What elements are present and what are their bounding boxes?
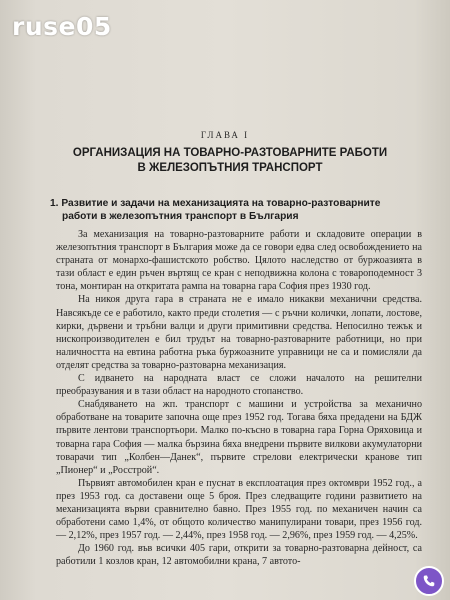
chapter-title-line-2: В ЖЕЛЕЗОПЪТНИЯ ТРАНСПОРТ <box>137 162 323 174</box>
paragraph: За механизация на товарно-разтоварните работи и складовите операции в железопътния транспорт в България може да се говори едва след освобождението на страната от монархо-фашистското робство. Цялото наследство от буржоазията в тази област е един ръчен въртящ се кран с неподвижна колона с товароподемност 3 тона, монтиран на откритата рампа на товарна гара София през 1930 год. <box>56 229 422 293</box>
paragraph: С идването на народната власт се сложи началото на решителни преобразувания и в тази област на народното стопанство. <box>56 373 422 398</box>
paragraph: Първият автомобилен кран е пуснат в експлоатация през октомври 1952 год., а през 1953 год. са доставени още 5 броя. През следващите години развитието на механизацията върви сравнително бавно. През 1955 год. по механичен начин са обработени само 1,4%, от общото количество манипулирани товари, през 1956 год. — 2,12%, през 1957 год. — 2,44%, през 1958 год. — 2,96%, през 1959 год. — 4,25%. <box>56 477 422 542</box>
watermark-logo <box>12 12 112 41</box>
paragraph: До 1960 год. във всички 405 гари, открити за товарно-разтоварна дейност, са работили 1 козлов кран, 12 автомобилни крана, 7 автото- <box>56 543 422 568</box>
body-text <box>56 228 422 568</box>
chapter-heading: ГЛАВА I <box>200 130 250 140</box>
chapter-title-line-1: ОРГАНИЗАЦИЯ НА ТОВАРНО-РАЗТОВАРНИТЕ РАБОТИ <box>72 147 388 159</box>
viber-icon[interactable] <box>414 566 444 596</box>
phone-icon <box>421 573 437 589</box>
section-heading-line-2: работи в железопътния транспорт в България <box>62 211 299 222</box>
section-heading <box>50 197 410 223</box>
chapter-title <box>40 146 420 176</box>
paragraph: На никоя друга гара в страната не е имало никакви механични средства. Навсякъде се е работило, както преди столетия — с ръчни колички, лопати, лостове, кирки, дървени и тръбни валци и други примитивни средства. Непосилно тежък и нископроизводителен е бил трудът на товарно-разтоварните работници, но при наличността на евтина работна ръка буржоазните управници не са и помисляли да отделят средства за товарно-разтоварна механизация. <box>56 294 422 371</box>
section-heading-line-1: 1. Развитие и задачи на механизацията на товарно-разтоварните <box>50 198 381 209</box>
watermark-text: ruse05 <box>12 12 112 41</box>
paragraph: Снабдяването на жп. транспорт с машини и устройства за механично обработване на товарите започна още през 1952 год. Тогава бяха предадени на БДЖ първите лентови транспортьори. Малко по-късно в товарна гара Горна Оряховица и товарна гара София — малка бързина бяха внедрени първите вилкови акумулаторни товарачи тип „Колбен—Данек“, първите стрелови електрически кранове тип „Пионер“ и „Росстрой“. <box>56 399 422 476</box>
